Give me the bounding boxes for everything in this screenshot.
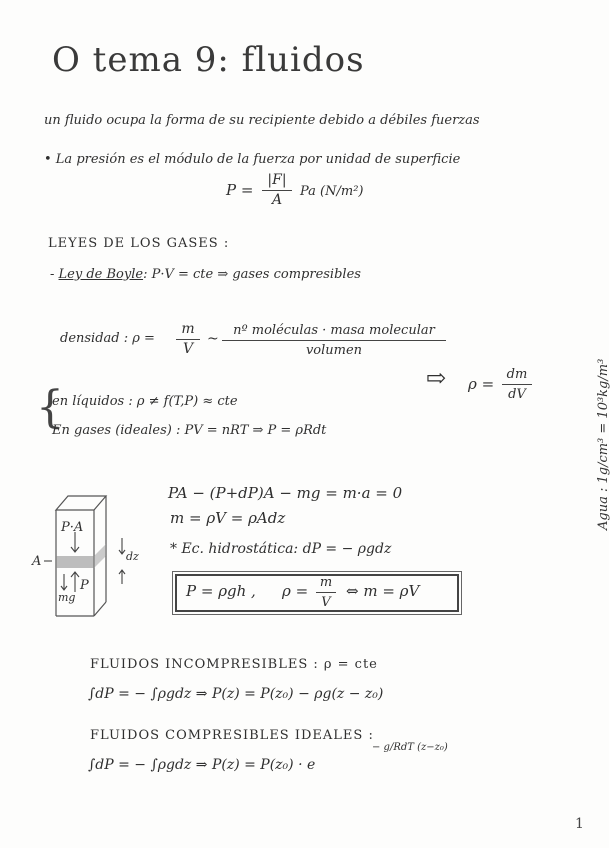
figure-label-mg: mg bbox=[58, 591, 76, 604]
density-volume: V bbox=[182, 341, 194, 357]
boxed-density-numerator: m bbox=[319, 575, 333, 590]
figure-label-p: P bbox=[80, 578, 89, 593]
boxed-density-fraction bbox=[316, 574, 336, 611]
density-molecular-numerator: nº moléculas · masa molecular bbox=[233, 323, 435, 338]
density-differential-denominator: dV bbox=[508, 387, 526, 402]
pressure-units: Pa (N/m²) bbox=[300, 184, 364, 199]
boyle-name: Ley de Boyle bbox=[58, 267, 144, 282]
boyle-rest: : P·V = cte ⇒ gases compresibles bbox=[143, 267, 361, 282]
figure-label-a: A bbox=[32, 554, 42, 569]
pressure-denominator: A bbox=[271, 192, 283, 208]
compressible-exponent: − g/RdT (z−z₀) bbox=[372, 742, 448, 753]
boyle-prefix: - bbox=[50, 267, 59, 282]
liquids-line: en líquidos : ρ ≠ f(T,P) ≈ cte bbox=[52, 394, 238, 409]
force-balance-equation: PA − (P+dP)A − mg = m·a = 0 bbox=[168, 484, 403, 502]
pressure-numerator: |F| bbox=[267, 172, 287, 188]
density-fraction bbox=[176, 321, 200, 358]
density-molecular-denominator: volumen bbox=[305, 343, 363, 358]
column-bottom-edge bbox=[94, 602, 106, 616]
gases-line: En gases (ideales) : PV = nRT ⇒ P = ρRdt bbox=[52, 423, 327, 438]
fraction-bar bbox=[176, 339, 200, 340]
fraction-bar bbox=[222, 340, 446, 341]
figure-label-dz: dz bbox=[126, 550, 139, 563]
boxed-density-denominator: V bbox=[321, 595, 331, 610]
page-title: O tema 9: fluidos bbox=[52, 40, 365, 80]
fraction-bar bbox=[502, 384, 532, 385]
pressure-lhs: P = bbox=[226, 181, 254, 199]
density-approx: ~ bbox=[207, 331, 219, 347]
density-molecular-fraction bbox=[222, 322, 446, 359]
compressible-equation: ∫dP = − ∫ρgdz ⇒ P(z) = P(z₀) · e bbox=[88, 757, 316, 773]
boxed-rho-lhs: ρ = bbox=[282, 582, 309, 600]
hydrostatic-equation: * Ec. hidrostática: dP = − ρgdz bbox=[170, 541, 392, 557]
page-number: 1 bbox=[575, 816, 584, 832]
boxed-mass: ⇔ m = ρV bbox=[346, 582, 420, 600]
fraction-bar bbox=[316, 592, 336, 593]
curly-brace: { bbox=[36, 382, 64, 433]
boxed-pressure: P = ρgh , bbox=[186, 582, 256, 600]
implies-arrow-icon: ⇨ bbox=[426, 364, 447, 392]
fluid-slice bbox=[56, 556, 94, 568]
figure-label-pa: P·A bbox=[61, 520, 84, 535]
density-differential-lhs: ρ = bbox=[468, 375, 495, 393]
density-differential-numerator: dm bbox=[506, 367, 528, 382]
density-mass: m bbox=[181, 321, 195, 337]
column-top-face bbox=[56, 496, 106, 510]
density-label: densidad : ρ = bbox=[60, 331, 155, 346]
pressure-definition: • La presión es el módulo de la fuerza por unidad de superficie bbox=[44, 152, 461, 167]
intro-text: un fluido ocupa la forma de su recipiente debido a débiles fuerzas bbox=[44, 113, 480, 128]
pressure-fraction bbox=[262, 172, 292, 209]
incompressible-equation: ∫dP = − ∫ρgdz ⇒ P(z) = P(z₀) − ρg(z − z₀) bbox=[88, 686, 384, 702]
fraction-bar bbox=[262, 190, 292, 191]
fluid-slice-side bbox=[94, 544, 106, 568]
mass-equation: m = ρV = ρAdz bbox=[170, 509, 286, 527]
boyle-law bbox=[50, 267, 361, 282]
gas-laws-heading: LEYES DE LOS GASES : bbox=[48, 236, 230, 251]
density-differential-fraction bbox=[502, 366, 532, 403]
compressible-heading: FLUIDOS COMPRESIBLES IDEALES : bbox=[90, 728, 374, 743]
water-density-note: Agua : 1g/cm³ = 10³kg/m³ bbox=[596, 358, 611, 530]
incompressible-heading: FLUIDOS INCOMPRESIBLES : ρ = cte bbox=[90, 657, 378, 672]
